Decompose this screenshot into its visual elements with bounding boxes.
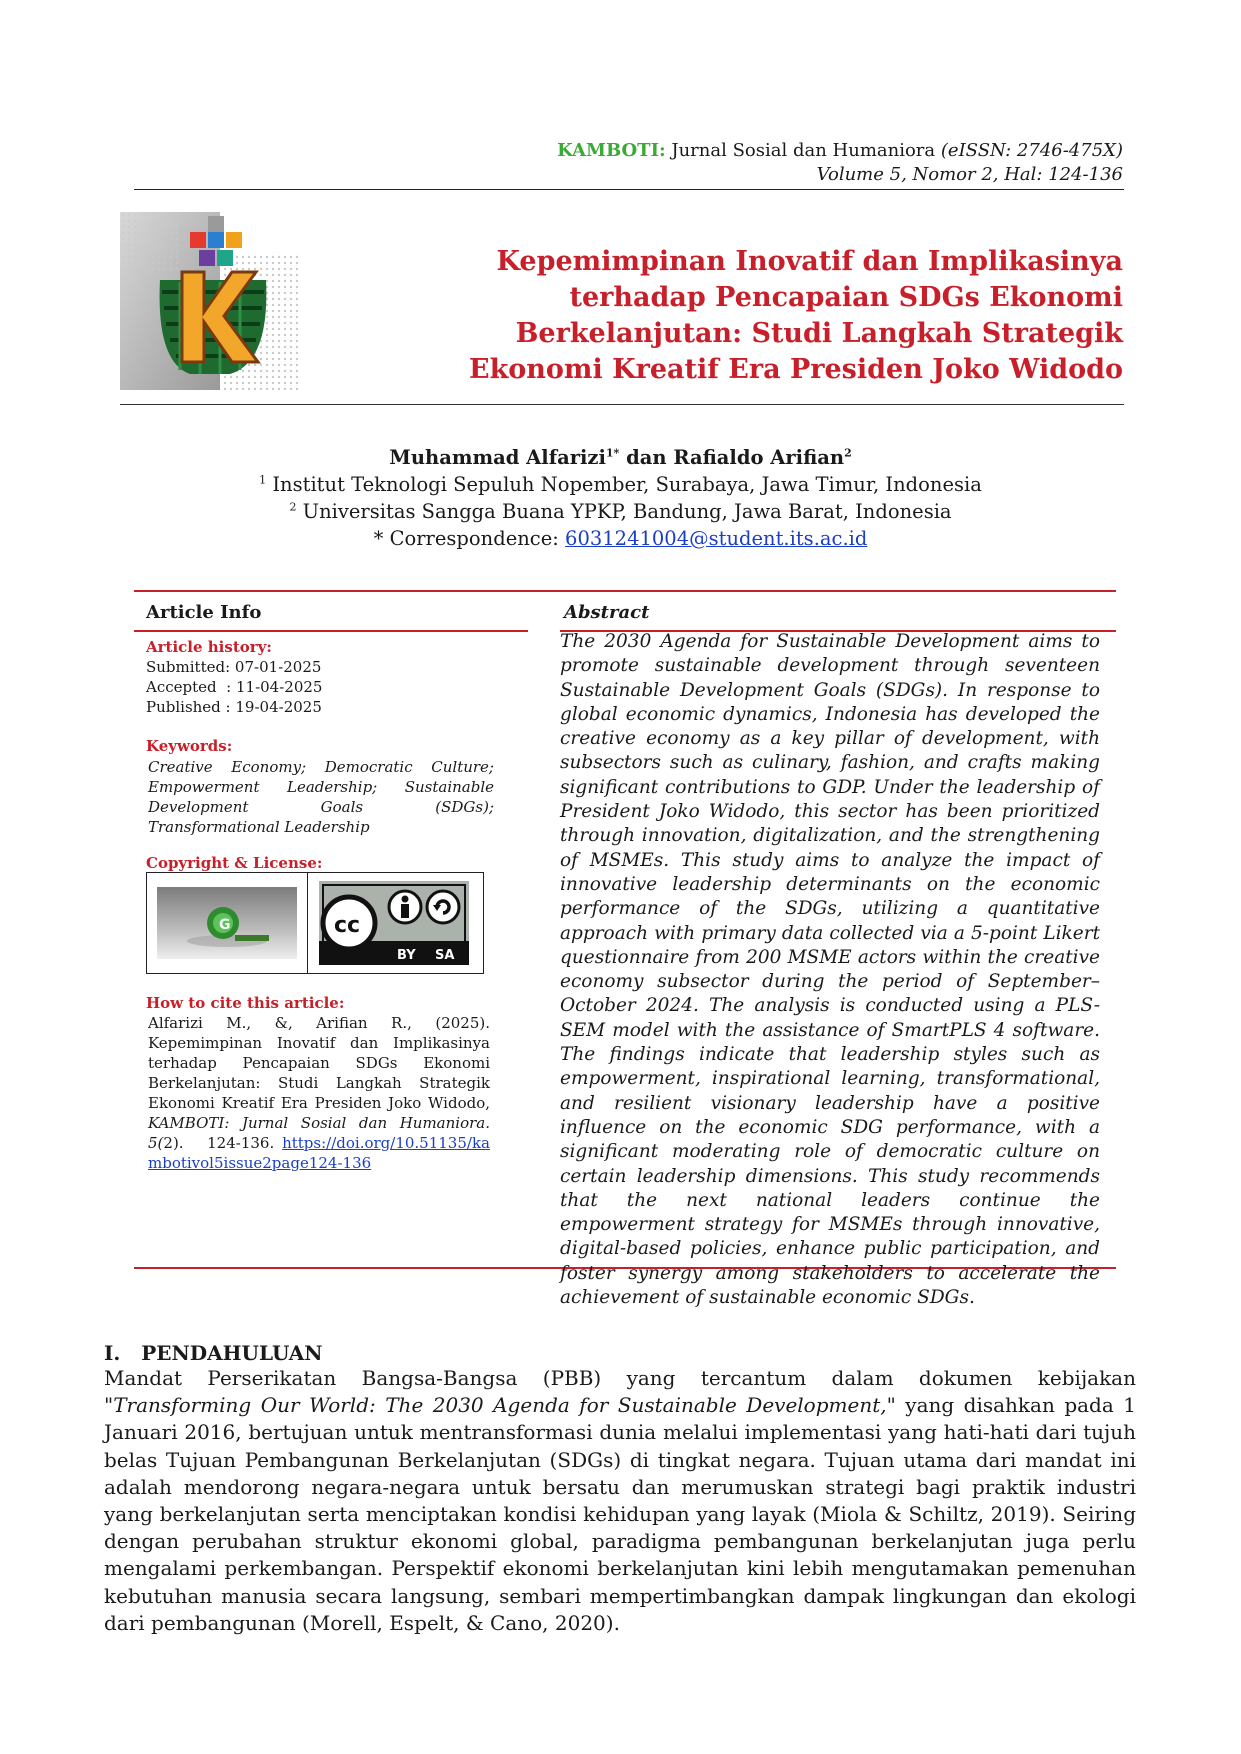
section-body	[104, 1365, 1136, 1637]
section-heading	[104, 1341, 323, 1365]
license-logo	[157, 879, 297, 967]
citation-text: Alfarizi M., &, Arifian R., (2025). Kepemimpinan Inovatif dan Implikasinya terhadap Pencapaian SDGs Ekonomi Berkelanjutan: Studi Langkah Strategik Ekonomi Kreatif Era Presiden Joko Widodo,	[148, 1014, 490, 1112]
affiliation-1	[0, 473, 1241, 496]
volume-info: Volume 5, Nomor 2, Hal: 124-136	[816, 164, 1123, 185]
journal-logo	[120, 212, 300, 390]
license-divider	[307, 873, 308, 973]
citation-pages: ). 124-136.	[172, 1134, 275, 1152]
citation-journal: KAMBOTI: Jurnal Sosial dan Humaniora. 5(	[148, 1114, 490, 1152]
correspondence	[0, 527, 1241, 550]
citation	[148, 1013, 490, 1173]
svg-text:G: G	[219, 917, 231, 933]
keywords-text: Creative Economy; Democratic Culture; Empowerment Leadership; Sustainable Development Goals (SDGs); Transformational Leadership	[148, 758, 494, 836]
affiliation-2	[0, 500, 1241, 523]
affiliation-number: 2	[289, 500, 297, 514]
body-text: Mandat Perserikatan Bangsa-Bangsa (PBB) yang tercantum dalam dokumen kebijakan	[104, 1366, 1136, 1390]
keywords-label: Keywords:	[146, 737, 233, 755]
author-sup: 1*	[605, 446, 620, 460]
author-line	[0, 446, 1241, 469]
cc-icon	[323, 897, 375, 949]
affiliation-text: Universitas Sangga Buana YPKP, Bandung, Jawa Barat, Indonesia	[302, 500, 952, 523]
copyright-label: Copyright & License:	[146, 854, 323, 872]
history-label: Article history:	[146, 638, 272, 656]
published-date: Published : 19-04-2025	[146, 698, 322, 716]
section-title: PENDAHULUAN	[141, 1341, 323, 1365]
article-info-rule	[134, 630, 528, 632]
cite-label: How to cite this article:	[146, 994, 345, 1012]
abstract-text: The 2030 Agenda for Sustainable Development aims to promote sustainable development through seventeen Sustainable Development Goals (SDGs). In response to global economic dynamics, Indonesia has developed the creative economy as a key pillar of development, with subsectors such as culinary, fashion, and crafts making significant contributions to GDP. Under the leadership of President Joko Widodo, this sector has been prioritized through innovation, digitalization, and the strengthening of MSMEs. This study aims to analyze the impact of innovative leadership determinants on the economic performance of the SDGs, utilizing a quantitative approach with primary data collected via a 5-point Likert questionnaire from 200 MSME actors within the creative economy subsector during the period of September–October 2024. The analysis is conducted using a PLS-SEM model with the assistance of SmartPLS 4 software. The findings indicate that leadership styles such as empowerment, inspirational learning, transformational, and resilient visionary leadership have a positive influence on the economic SDG performance, with a significant moderating role of democratic culture on certain leadership dimensions. This study recommends that the next national leaders continue the empowerment strategy for MSMEs through innovative, digital-based policies, enhance public participation, and foster synergy among stakeholders to accelerate the achievement of sustainable economic SDGs.	[560, 631, 1100, 1309]
abstract-heading: Abstract	[564, 602, 650, 623]
cc-sa-label: SA	[435, 948, 455, 963]
accepted-date: Accepted : 11-04-2025	[146, 678, 323, 696]
cc-by-label: BY	[397, 948, 416, 963]
body-italic-text: "Transforming Our World: The 2030 Agenda for Sustainable Development,"	[104, 1393, 896, 1418]
affiliation-number: 1	[259, 473, 267, 487]
license-box	[146, 872, 484, 974]
correspondence-label: * Correspondence:	[373, 527, 566, 550]
cc-by-sa-badge	[319, 881, 469, 965]
journal-header	[557, 140, 1123, 161]
body-text: yang disahkan pada 1 Januari 2016, bertujuan untuk mentransformasi dunia melalui implementasi yang hati-hati dari tujuh belas Tujuan Pembangunan Berkelanjutan (SDGs) di tingkat negara. Tujuan utama dari mandat ini adalah mendorong negara-negara untuk bersatu dan merumuskan strategi bagi praktik industri yang berkelanjutan serta menciptakan kondisi kehidupan yang layak (Miola & Schiltz, 2019). Seiring dengan perubahan struktur ekonomi global, paradigma pembangunan berkelanjutan juga perlu mengalami perkembangan. Perspektif ekonomi berkelanjutan kini lebih mengutamakan pemenuhan kebutuhan manusia secara langsung, sembari mempertimbangkan dampak lingkungan dan ekologi dari pembangunan (Morell, Espelt, & Cano, 2020).	[104, 1393, 1136, 1635]
citation-doi-link[interactable]: https://doi.org/10.51135/kambotivol5issue2page124-136	[148, 1134, 490, 1172]
section-number: I.	[104, 1341, 121, 1365]
citation-issue: 2	[163, 1134, 173, 1152]
article-info-heading: Article Info	[146, 602, 262, 623]
info-box-top-rule	[134, 590, 1116, 592]
article-title: Kepemimpinan Inovatif dan Implikasinya terhadap Pencapaian SDGs Ekonomi Berkelanjutan: Studi Langkah Strategik Ekonomi Kreatif Era Presiden Joko Widodo	[469, 246, 1123, 385]
author-name: Muhammad Alfarizi	[389, 446, 606, 469]
submitted-date: Submitted: 07-01-2025	[146, 658, 322, 676]
svg-text:cc: cc	[334, 913, 361, 938]
journal-issn: (eISSN: 2746-475X)	[940, 140, 1123, 161]
title-divider	[120, 404, 1124, 405]
author-sup: 2	[844, 446, 852, 460]
journal-name: KAMBOTI:	[557, 140, 666, 161]
journal-subtitle: Jurnal Sosial dan Humaniora	[671, 140, 936, 161]
author-name: Rafialdo Arifian	[673, 446, 845, 469]
correspondence-email-link[interactable]: 6031241004@student.its.ac.id	[565, 527, 868, 550]
header-divider	[134, 189, 1124, 190]
author-connector: dan	[619, 446, 674, 469]
affiliation-text: Institut Teknologi Sepuluh Nopember, Surabaya, Jawa Timur, Indonesia	[272, 473, 982, 496]
by-attribution-icon	[389, 891, 421, 923]
sa-sharealike-icon	[427, 891, 459, 923]
